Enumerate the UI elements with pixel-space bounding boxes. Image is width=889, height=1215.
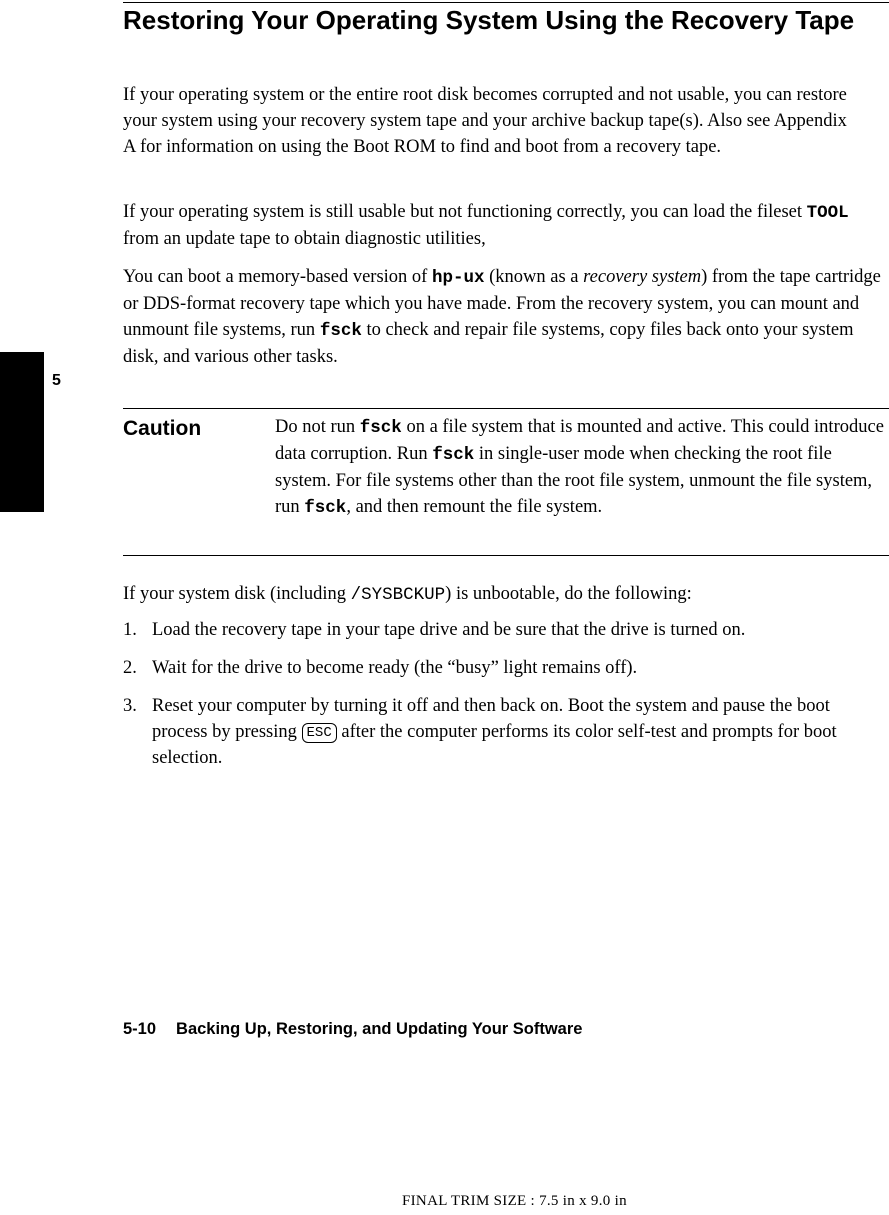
list-item <box>123 693 889 771</box>
trim-size-note: FINAL TRIM SIZE : 7.5 in x 9.0 in <box>402 1193 627 1209</box>
unbootable-paragraph: If your system disk (including /SYSBCKUP) is unbootable, do the following: <box>123 584 692 605</box>
fileset-paragraph: If your operating system is still usable but not functioning correctly, you can load the fileset TOOL from an update tape to obtain diagnostic utilities, <box>123 202 849 249</box>
code-tool: TOOL <box>806 203 849 223</box>
recovery-system-term: recovery system <box>583 267 702 287</box>
caution-label: Caution <box>123 417 202 440</box>
code-fsck: fsck <box>319 321 362 341</box>
page-footer <box>123 1020 582 1039</box>
footer-chapter-title: Backing Up, Restoring, and Updating Your Software <box>176 1020 583 1038</box>
esc-key-icon: ESC <box>302 723 337 743</box>
section-tab-number: 5 <box>52 372 61 389</box>
code-hpux: hp-ux <box>431 268 485 288</box>
step-text: Load the recovery tape in your tape drive and be sure that the drive is turned on. <box>152 620 746 640</box>
list-item <box>123 655 889 681</box>
intro-paragraph: If your operating system or the entire root disk becomes corrupted and not usable, you can restore your system using your recovery system tape and your archive backup tape(s). Also see Appendix A for information on using the Boot ROM to find and boot from a recovery tape. <box>123 85 847 157</box>
code-sysbckup: /SYSBCKUP <box>350 585 446 605</box>
section-thumb-tab <box>0 352 44 512</box>
caution-box <box>123 408 889 556</box>
caution-text: Do not run fsck on a file system that is mounted and active. This could introduce data corruption. Run fsck in single-user mode when checking the root file system. For file systems other than the root file system, unmount the file system, run fsck, and then remount the file system. <box>275 417 884 518</box>
footer-page-number: 5-10 <box>123 1020 157 1038</box>
header-rule <box>123 2 889 3</box>
step-number: 2. <box>123 658 137 678</box>
step-text: Wait for the drive to become ready (the “busy” light remains off). <box>152 658 638 678</box>
section-title: Restoring Your Operating System Using the Recovery Tape <box>123 5 855 35</box>
recovery-system-paragraph: You can boot a memory-based version of hp-ux (known as a recovery system) from the tape cartridge or DDS-format recovery tape which you have made. From the recovery system, you can mount and unmount file systems, run fsck to check and repair file systems, copy files back onto your system disk, and various other tasks. <box>123 267 881 367</box>
step-number: 1. <box>123 620 137 640</box>
list-item <box>123 617 889 643</box>
step-text: Reset your computer by turning it off and then back on. Boot the system and pause the boot process by pressing ESC after the computer performs its color self-test and prompts for boot selection. <box>152 696 837 768</box>
steps-list <box>123 617 889 783</box>
step-number: 3. <box>123 696 137 716</box>
